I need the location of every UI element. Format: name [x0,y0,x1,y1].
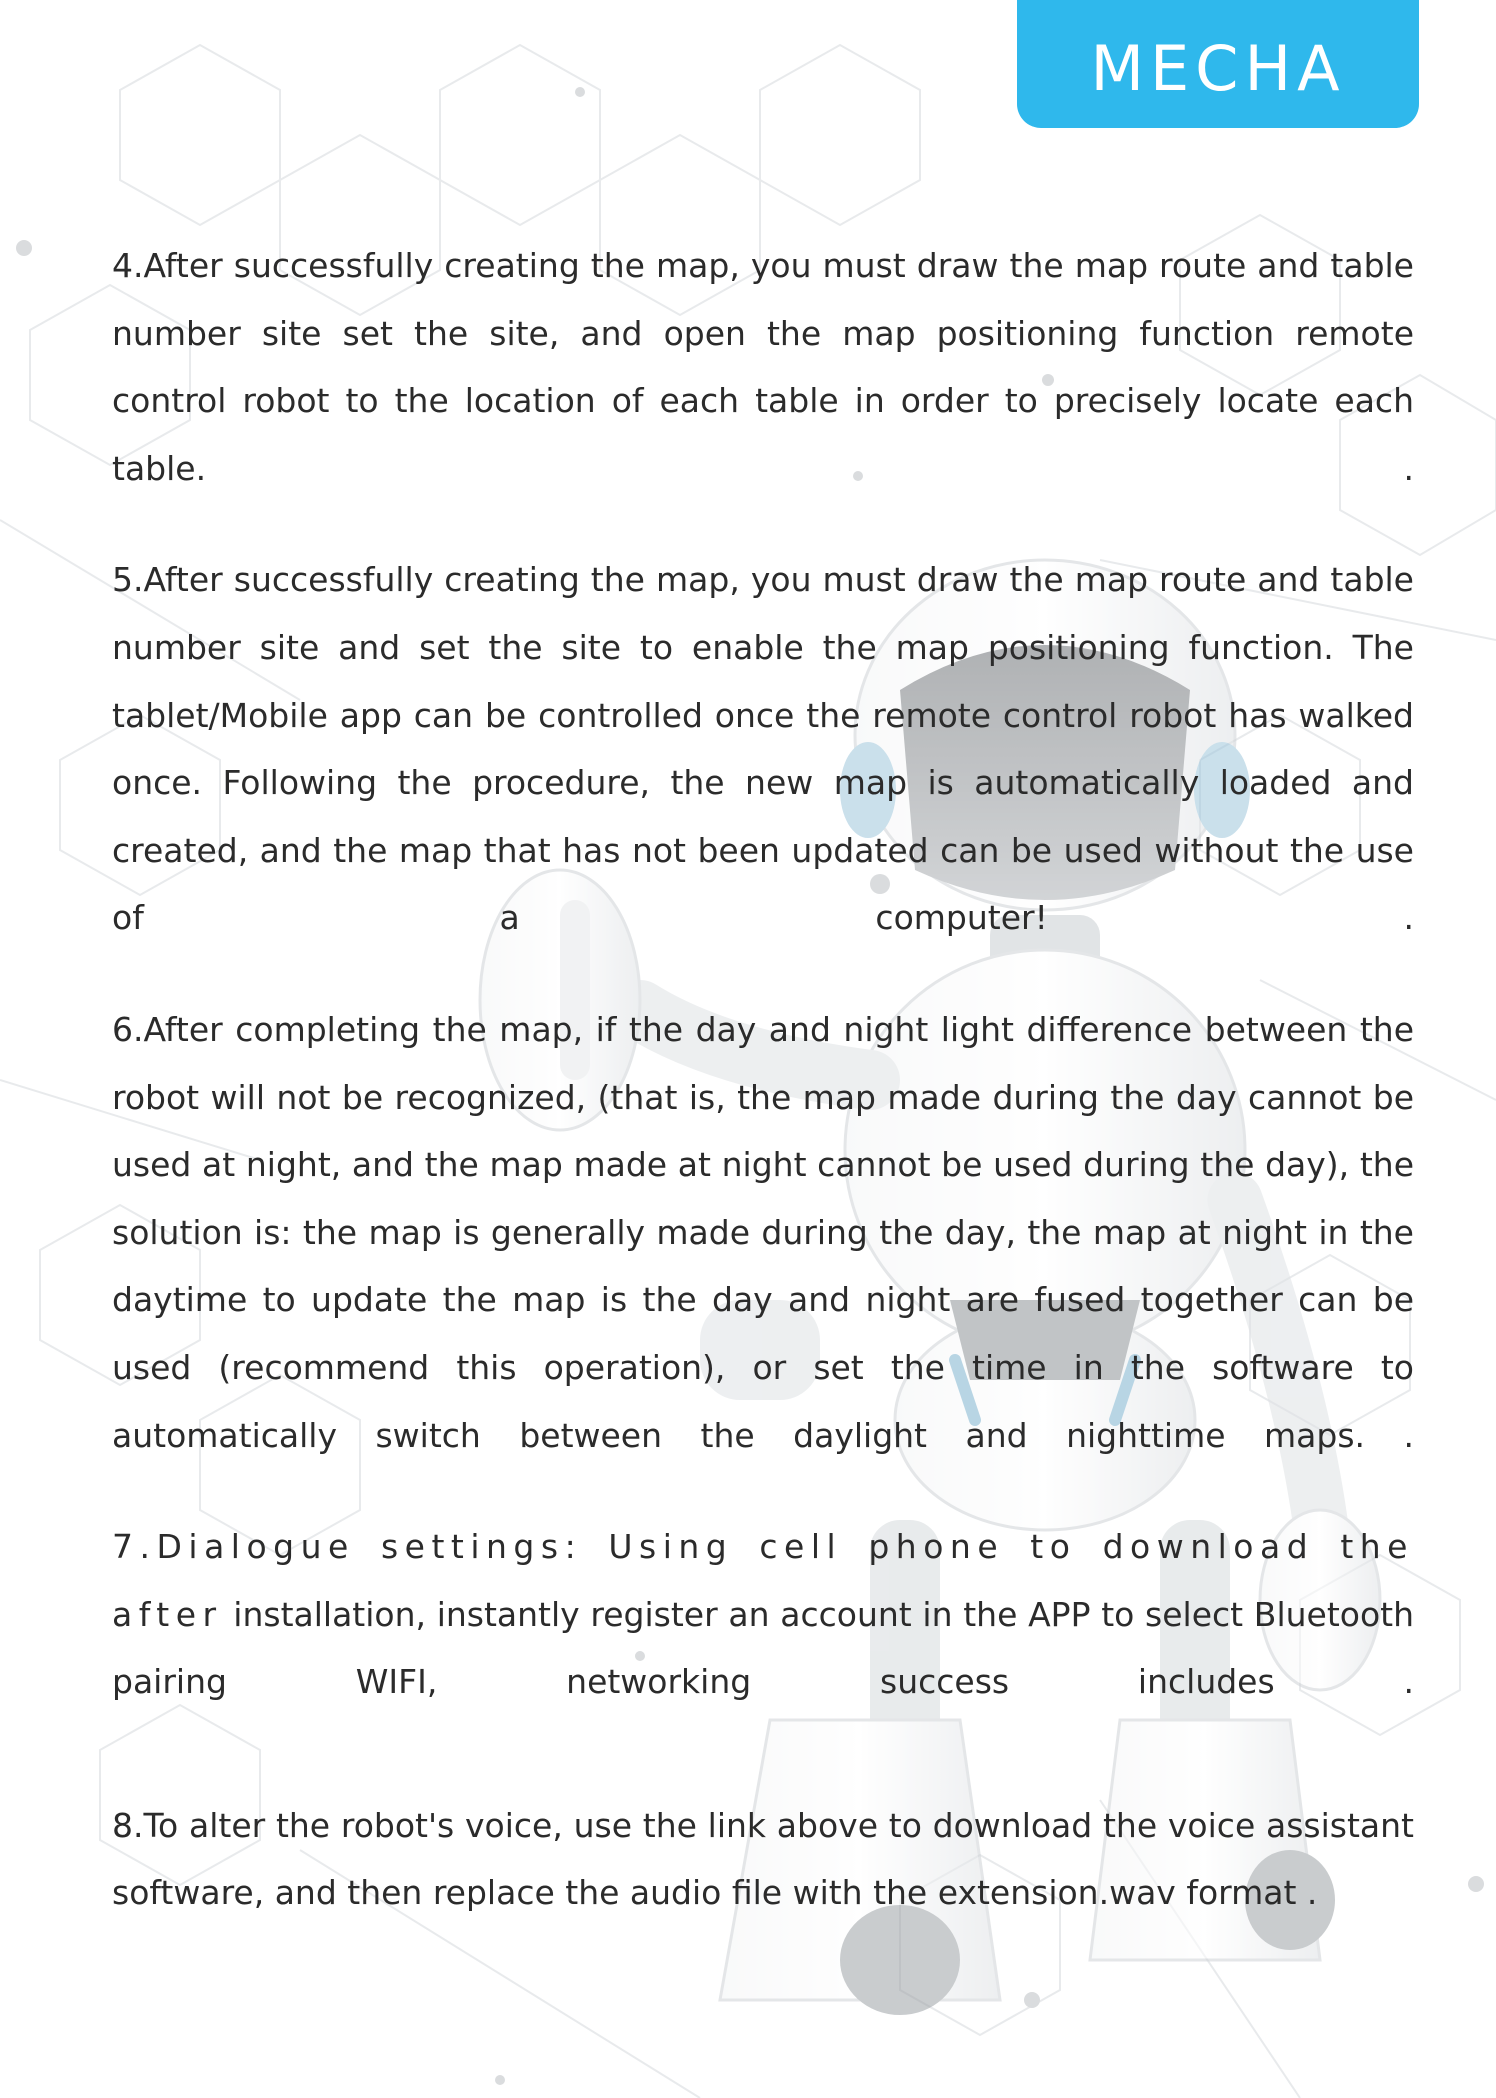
brand-logo [1017,0,1419,128]
paragraph-5: 5.After successfully creating the map, you must draw the map route and table number site and set the site to enable the map positioning function. The tablet/Mobile app can be controlled once the remote control robot has walked once. Following the procedure, the new map is automatically loaded and created, and the map that has not been updated can be used without the use of a computer! . [112,560,1414,938]
paragraph-8: 8.To alter the robot's voice, use the link above to download the voice assistant software, and then replace the audio file with the extension.wav format . [112,1805,1414,1913]
paragraph-7-body: installation, instantly register an account in the APP to select Bluetooth pairing WIFI, networking success includes . [112,1594,1414,1702]
document-body [112,232,1414,1927]
paragraph-7 [112,1513,1414,1716]
logo-text: MECHA [1090,31,1346,105]
paragraph-7-heading: 7.Dialogue settings: Using cell phone to download the after [112,1527,1414,1634]
paragraph-4: 4.After successfully creating the map, you must draw the map route and table number site set the site, and open the map positioning function remote control robot to the location of each table in order to precisely locate each table. . [112,246,1414,488]
paragraph-6: 6.After completing the map, if the day and night light difference between the robot will not be recognized, (that is, the map made during the day cannot be used at night, and the map made at night cannot be used during the day), the solution is: the map is generally made during the day, the map at night in the daytime to update the map is the day and night are fused together can be used (recommend this operation), or set the time in the software to automatically switch between the daylight and nighttime maps. . [112,1009,1414,1455]
